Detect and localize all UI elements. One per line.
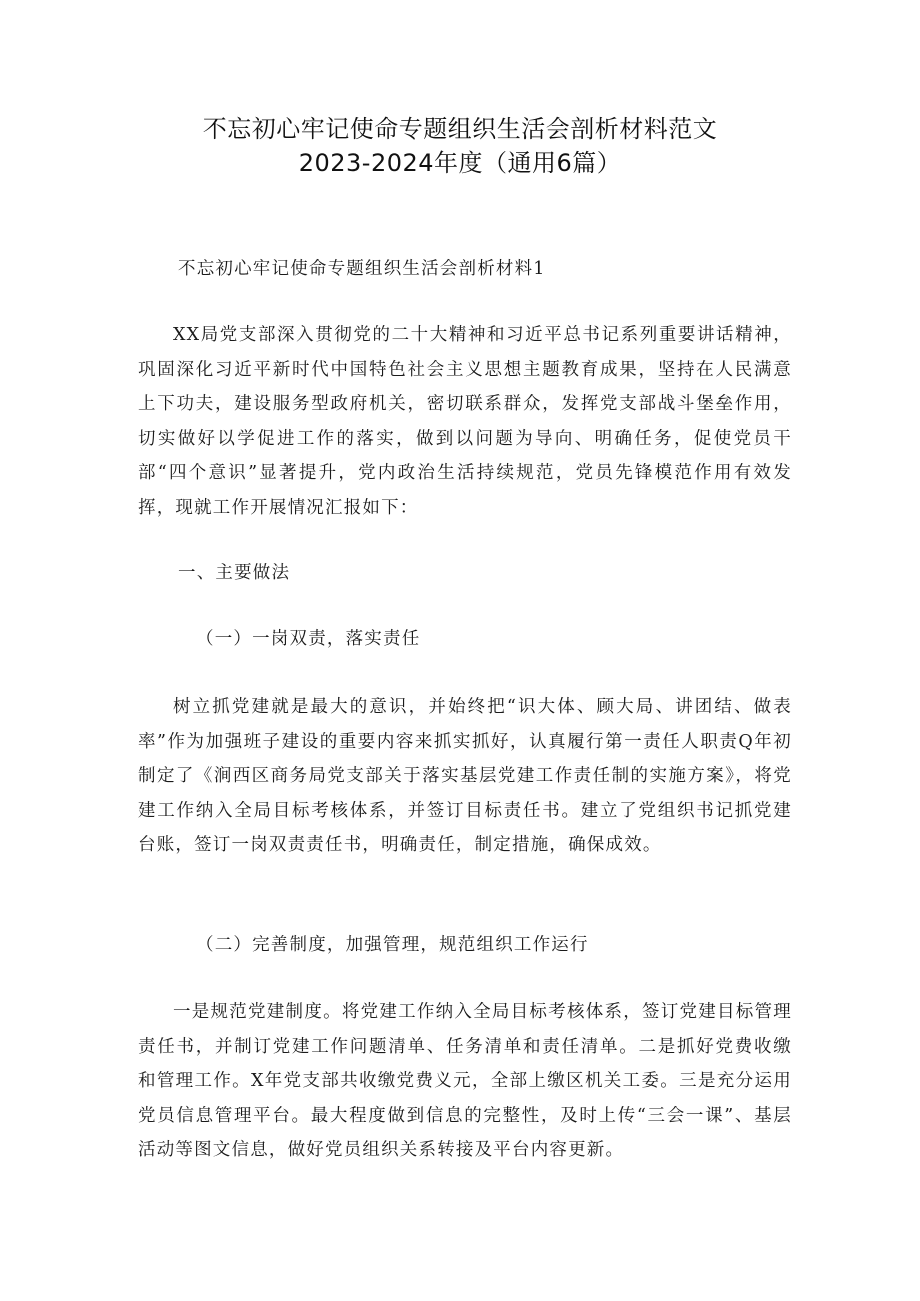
subheading-2-block <box>138 928 792 963</box>
heading-main-practices: 一、主要做法 <box>178 563 291 583</box>
paragraph-system: 一是规范党建制度。将党建工作纳入全局目标考核体系，签订党建目标管理责任书，并制订党建工作问题清单、任务清单和责任清单。二是抓好党费收缴和管理工作。X年党支部共收缴党费义元，全部上缴区机关工委。三是充分运用党员信息管理平台。最大程度做到信息的完整性，及时上传“三会一课”、基层活动等图文信息，做好党员组织关系转接及平台内容更新。 <box>138 1002 792 1160</box>
section-title-block <box>138 252 792 287</box>
title-line-1: 不忘初心牢记使命专题组织生活会剖析材料范文 <box>202 115 718 143</box>
intro-paragraph: XX局党支部深入贯彻党的二十大精神和习近平总书记系列重要讲话精神，巩固深化习近平新时代中国特色社会主义思想主题教育成果，坚持在人民满意上下功夫，建设服务型政府机关，密切联系群众，发挥党支部战斗堡垒作用，切实做好以学促进工作的落实，做到以问题为导向、明确任务，促使党员干部“四个意识”显著提升，党内政治生活持续规范，党员先锋模范作用有效发挥，现就工作开展情况汇报如下： <box>138 325 792 518</box>
subheading-responsibility: （一）一岗双责，落实责任 <box>196 629 421 649</box>
document-title <box>0 112 920 180</box>
para-1-block <box>138 690 792 863</box>
heading-1-block <box>138 556 792 591</box>
paragraph-responsibility: 树立抓党建就是最大的意识，并始终把“识大体、顾大局、讲团结、做表率”作为加强班子建设的重要内容来抓实抓好，认真履行第一责任人职责Q年初制定了《涧西区商务局党支部关于落实基层党建工作责任制的实施方案》，将党建工作纳入全局目标考核体系，并签订目标责任书。建立了党组织书记抓党建台账，签订一岗双责责任书，明确责任，制定措施，确保成效。 <box>138 697 792 855</box>
subheading-1-block <box>138 622 792 657</box>
title-line-2: 2023-2024年度（通用6篇） <box>298 149 622 177</box>
section-title: 不忘初心牢记使命专题组织生活会剖析材料1 <box>178 259 546 279</box>
intro-block <box>138 318 792 525</box>
subheading-system: （二）完善制度，加强管理，规范组织工作运行 <box>196 935 589 955</box>
para-2-block <box>138 995 792 1168</box>
